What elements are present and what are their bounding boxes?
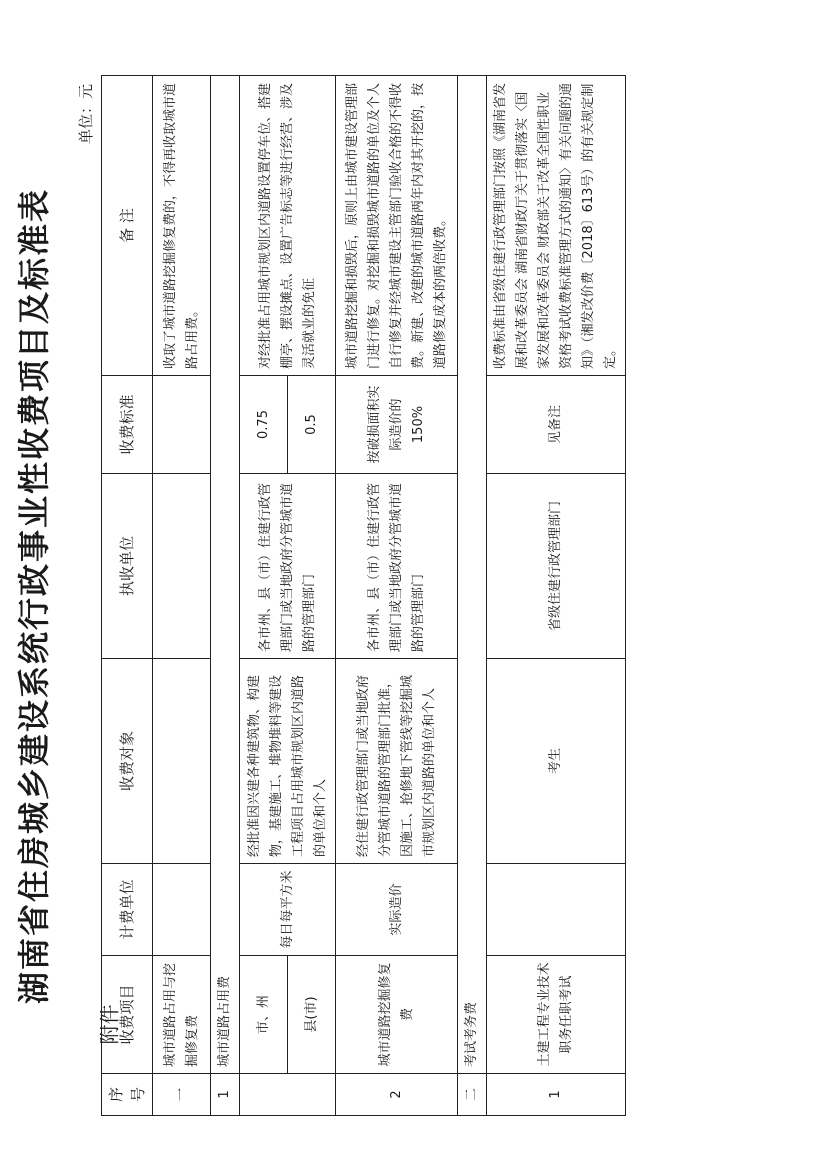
cell-note: 收费标准由省级住建行政管理部门按照《湖南省发展和改革委员会 湖南省财政厅关于贯彻落实〈国家发展和改革委员会 财政部关于改革全国性职业资格考试收费标准管理方式的通知〉有关问题的通知》（湘发改价费〔2018〕613号）的有关规定制定。 (487, 76, 626, 376)
unit-label: 单位：元 (77, 84, 95, 145)
document-title: 湖南省住房城乡建设系统行政事业性收费项目及标准表 (15, 188, 53, 1005)
cell-standard: 0.75 (240, 376, 288, 474)
rotated-document (9, 76, 649, 1116)
cell-unit: 每日每平方米 (240, 864, 336, 956)
table-row (240, 76, 288, 1116)
cell-empty (240, 1074, 336, 1116)
table-row (487, 76, 626, 1116)
cell-empty (487, 864, 626, 956)
cell-empty (153, 474, 211, 659)
cell-target: 经批准因兴建各种建筑物、构建物，基建施工、堆物堆料等建设工程项目占用城市规划区内道路的单位和个人 (240, 659, 336, 864)
table-header-row (102, 76, 153, 1116)
table-row (458, 76, 487, 1116)
cell-agency: 各市州、县（市）住建行政管理部门或当地政府分管城市道路的管理部门 (336, 474, 458, 659)
cell-no: 1 (211, 1074, 240, 1116)
cell-no: 二 (458, 1074, 487, 1116)
cell-note: 城市道路挖掘和损毁后，原则上由城市建设管理部门进行修复。对挖掘和损毁城市道路的单位及个人自行修复并经城市建设主管部门验收合格的不得收费。新建、改建的城市道路两年内对其开挖的，按道路修复成本的两倍收费。 (336, 76, 458, 376)
cell-note: 对经批准占用城市规划区内道路设置停车位、搭建棚亭、摆设摊点、设置广告标志等进行经营、涉及灵活就业的免征 (240, 76, 336, 376)
cell-empty (153, 376, 211, 474)
cell-item: 考试考务费 (458, 76, 487, 1074)
cell-no: 一 (153, 1074, 211, 1116)
header-no: 序号 (102, 1074, 153, 1116)
header-note: 备 注 (102, 76, 153, 376)
header-item: 收费项目 (102, 956, 153, 1074)
attachment-label: 附件 (97, 1004, 122, 1045)
cell-item: 城市道路占用与挖掘修复费 (153, 956, 211, 1074)
cell-item: 市、州 (240, 956, 288, 1074)
cell-empty (153, 659, 211, 864)
cell-empty (153, 864, 211, 956)
cell-no: 1 (487, 1074, 626, 1116)
header-standard: 收费标准 (102, 376, 153, 474)
cell-agency: 各市州、县（市）住建行政管理部门或当地政府分管城市道路的管理部门 (240, 474, 336, 659)
cell-target: 考生 (487, 659, 626, 864)
cell-item: 土建工程专业技术职务任职考试 (487, 956, 626, 1074)
table-row (153, 76, 211, 1116)
fee-table (101, 75, 626, 1116)
header-target: 收费对象 (102, 659, 153, 864)
table-row (336, 76, 458, 1116)
header-agency: 执收单位 (102, 474, 153, 659)
cell-item: 县(市) (288, 956, 336, 1074)
cell-standard: 按破损面积实际造价的150% (336, 376, 458, 474)
cell-no: 2 (336, 1074, 458, 1116)
cell-target: 经住建行政管理部门或当地政府分管城市道路的管理部门批准，因施工、抢修地下管线等挖掘城市规划区内道路的单位和个人 (336, 659, 458, 864)
cell-standard: 0.5 (288, 376, 336, 474)
cell-agency: 省级住建行政管理部门 (487, 474, 626, 659)
cell-unit: 实际造价 (336, 864, 458, 956)
header-unit: 计费单位 (102, 864, 153, 956)
table-row (211, 76, 240, 1116)
cell-standard: 见备注 (487, 376, 626, 474)
cell-item: 城市道路占用费 (211, 76, 240, 1074)
cell-note: 收取了城市道路挖掘修复费的，不得再收取城市道路占用费。 (153, 76, 211, 376)
cell-item: 城市道路挖掘修复费 (336, 956, 458, 1074)
